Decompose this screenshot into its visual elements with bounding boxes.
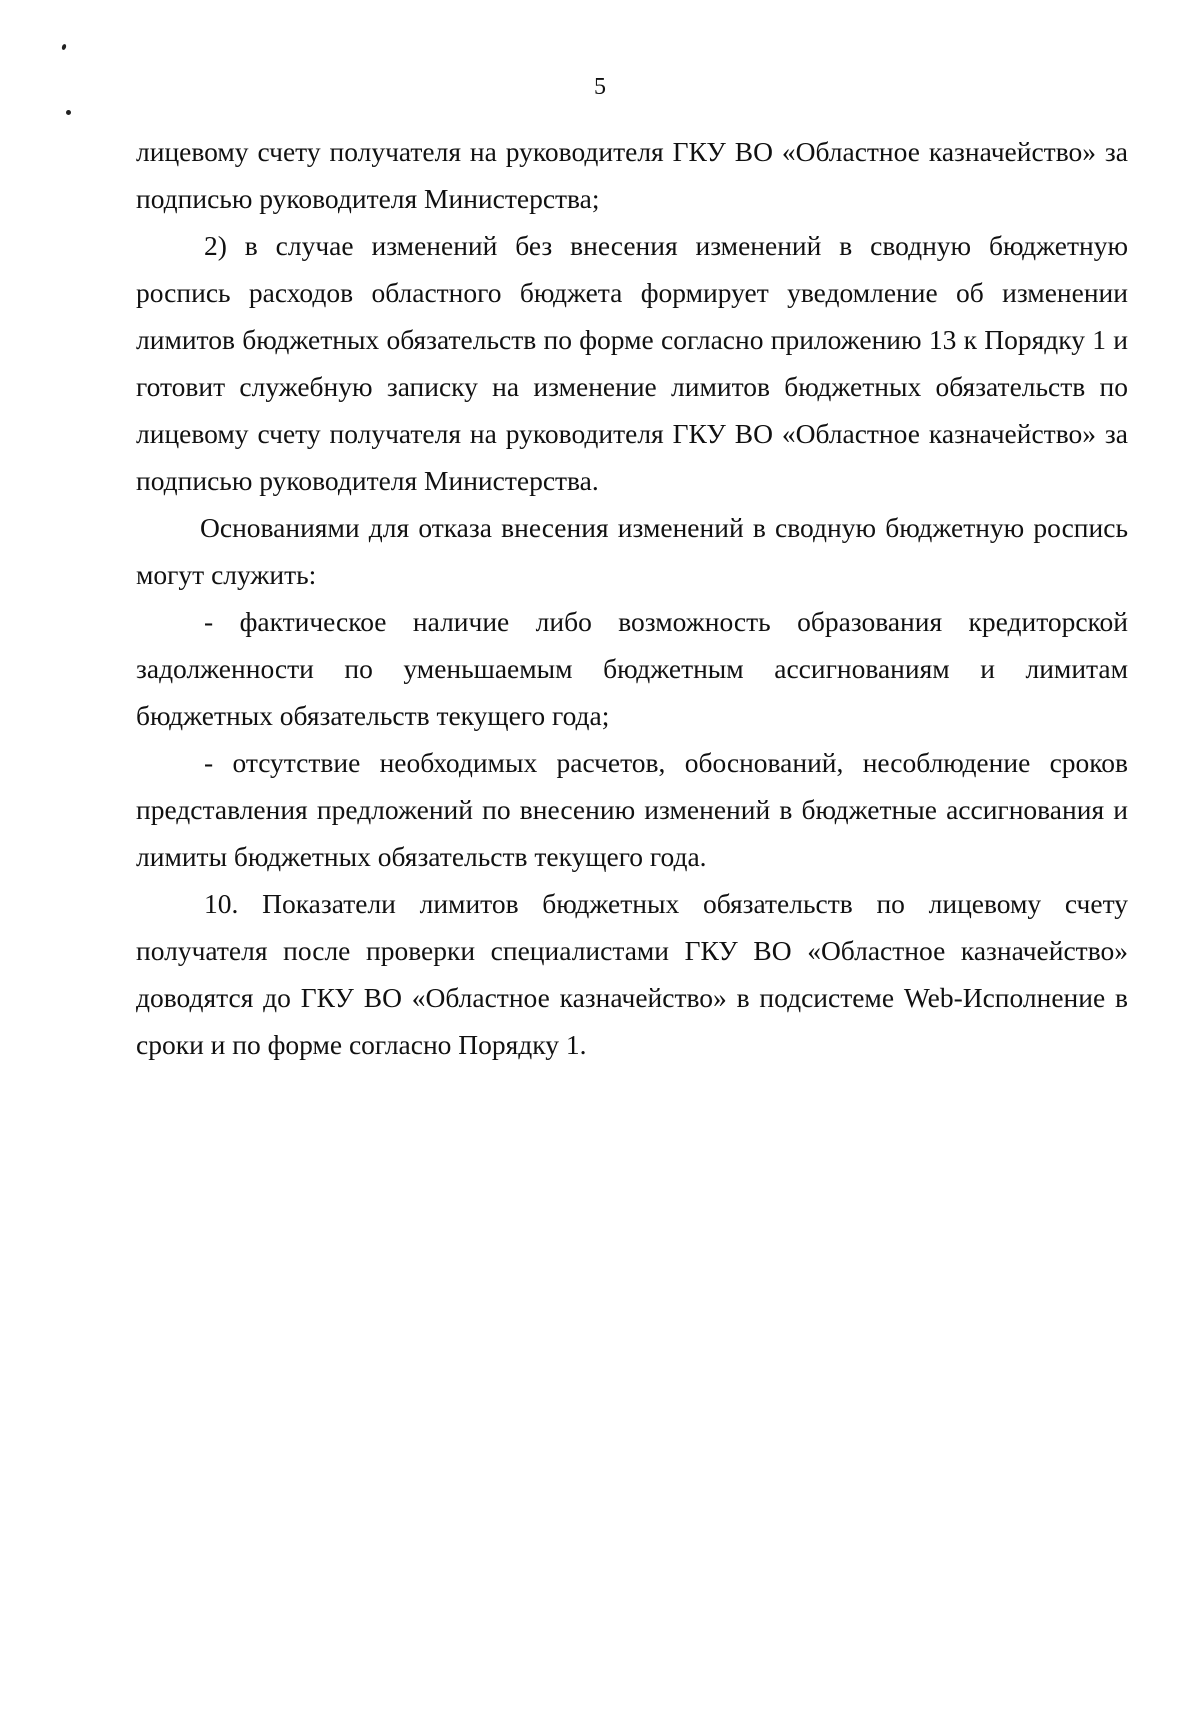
scan-speck	[61, 43, 67, 50]
paragraph-ground-1: - фактическое наличие либо возможность образования кредиторской задолженности по уменьшаемым бюджетным ассигнованиям и лимитам бюджетных обязательств текущего года;	[136, 606, 1128, 731]
paragraph-item-10: 10. Показатели лимитов бюджетных обязательств по лицевому счету получателя после проверки специалистами ГКУ ВО «Областное казначейство» доводятся до ГКУ ВО «Областное казначейство» в подсистеме Web-Исполнение в сроки и по форме согласно Порядку 1.	[136, 888, 1128, 1060]
paragraph-item-2: 2) в случае изменений без внесения изменений в сводную бюджетную роспись расходов областного бюджета формирует уведомление об изменении лимитов бюджетных обязательств по форме согласно приложению 13 к Порядку 1 и готовит служебную записку на изменение лимитов бюджетных обязательств по лицевому счету получателя на руководителя ГКУ ВО «Областное казначейство» за подписью руководителя Министерства.	[136, 230, 1128, 496]
paragraph-refusal-grounds: Основаниями для отказа внесения изменений в сводную бюджетную роспись могут служить:	[136, 512, 1128, 590]
paragraph-ground-2: - отсутствие необходимых расчетов, обоснований, несоблюдение сроков представления предложений по внесению изменений в бюджетные ассигнования и лимиты бюджетных обязательств текущего года.	[136, 747, 1128, 872]
page-number: 5	[594, 74, 606, 100]
scan-speck	[66, 110, 71, 115]
paragraph-continuation: лицевому счету получателя на руководителя ГКУ ВО «Областное казначейство» за подписью руководителя Министерства;	[136, 136, 1128, 214]
document-body	[136, 128, 1128, 1068]
